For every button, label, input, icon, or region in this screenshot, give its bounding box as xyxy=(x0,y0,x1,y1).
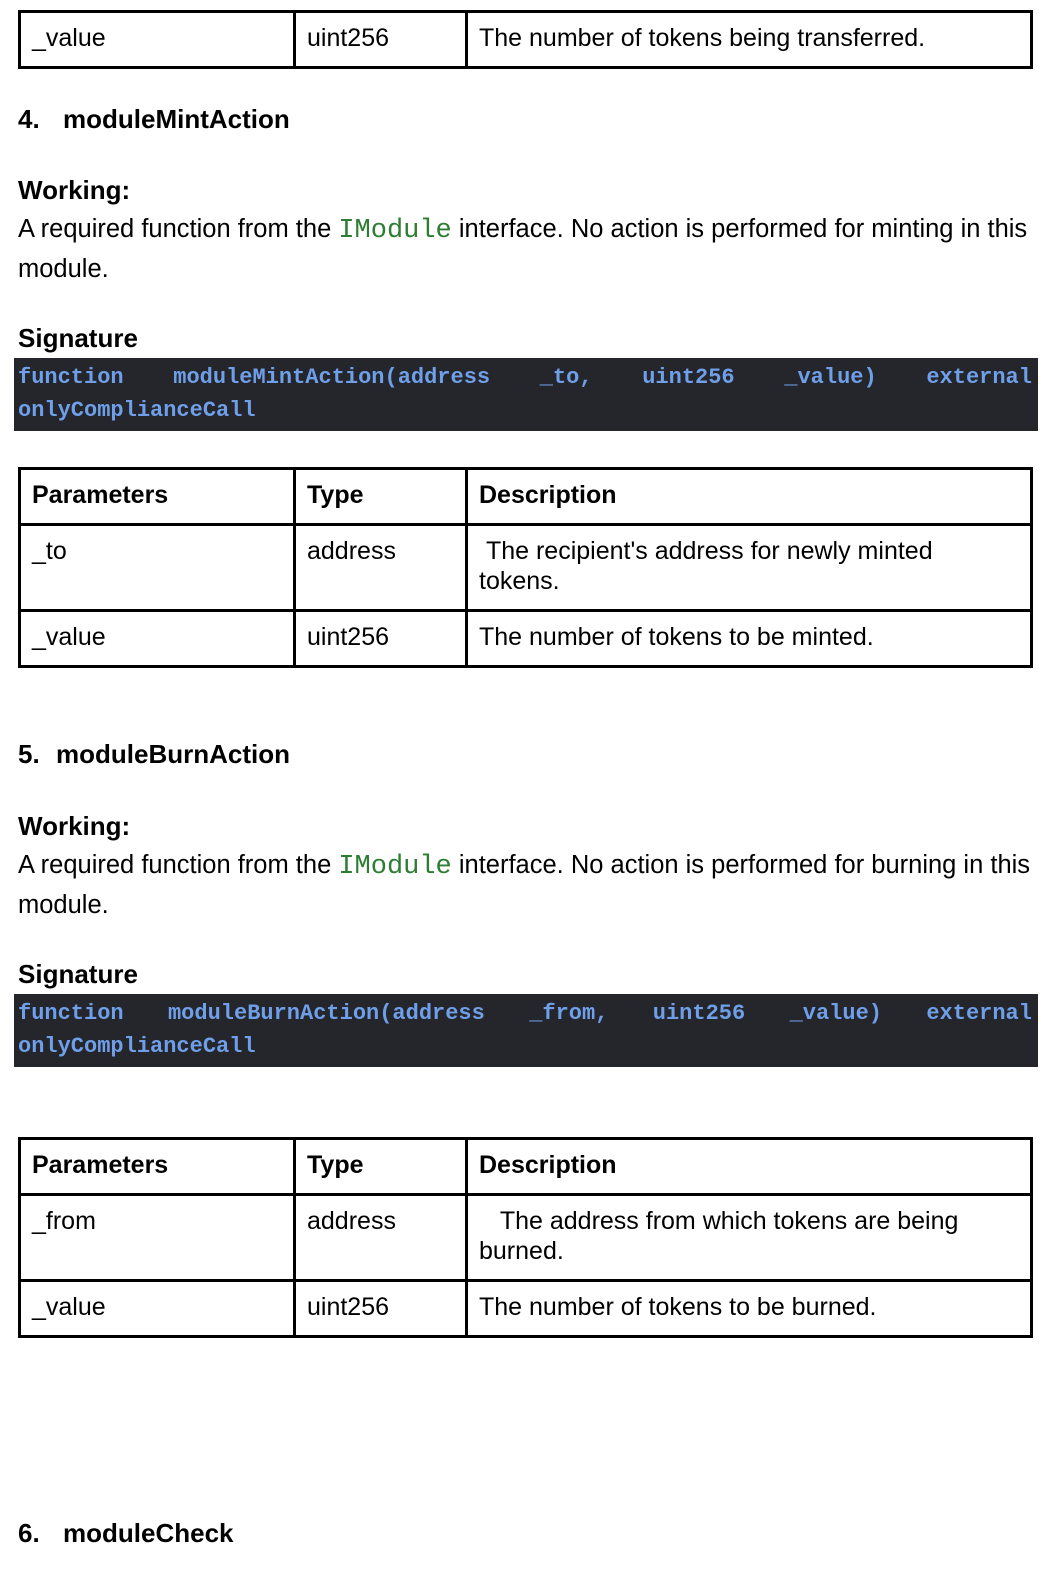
code-block xyxy=(14,358,1038,431)
section-number: 5. xyxy=(18,739,40,769)
code-line: onlyComplianceCall xyxy=(18,1034,256,1059)
inline-code: IModule xyxy=(338,852,452,882)
param-name: _value xyxy=(20,611,295,667)
section-number: 6. xyxy=(18,1518,40,1548)
header-parameters: Parameters xyxy=(20,1139,295,1195)
param-name: _to xyxy=(20,525,295,611)
section-number: 4. xyxy=(18,104,40,134)
table-row xyxy=(20,611,1032,667)
code-line xyxy=(18,996,1032,1030)
code-line xyxy=(18,360,1032,394)
param-description: The number of tokens to be minted. xyxy=(467,611,1032,667)
code-token: external xyxy=(926,1000,1032,1026)
code-token: uint256 xyxy=(652,1000,746,1026)
section-heading-module-burn-action xyxy=(18,739,290,770)
table-row xyxy=(20,12,1032,68)
transfer-params-table-tail xyxy=(18,10,1033,69)
param-description: The address from which tokens are being burned. xyxy=(467,1195,1032,1281)
section-title: moduleMintAction xyxy=(63,104,290,134)
signature-label: Signature xyxy=(18,959,138,989)
param-type: uint256 xyxy=(295,1281,467,1337)
working-description: A required function from the IModule interface. No action is performed for burning in this module. xyxy=(18,851,1031,919)
param-type: uint256 xyxy=(295,611,467,667)
header-description: Description xyxy=(467,1139,1032,1195)
working-description: A required function from the IModule interface. No action is performed for minting in this module. xyxy=(18,215,1028,283)
table-row xyxy=(20,1281,1032,1337)
code-token: _from, xyxy=(529,1000,609,1026)
table-row xyxy=(20,1195,1032,1281)
param-name: _from xyxy=(20,1195,295,1281)
param-description: The number of tokens being transferred. xyxy=(467,12,1032,68)
code-token: function xyxy=(18,1000,124,1026)
param-type: uint256 xyxy=(295,12,467,68)
code-token: moduleMintAction(address xyxy=(173,364,491,390)
param-name: _value xyxy=(20,1281,295,1337)
param-description: The number of tokens to be burned. xyxy=(467,1281,1032,1337)
param-description: The recipient's address for newly minted tokens. xyxy=(467,525,1032,611)
header-parameters: Parameters xyxy=(20,469,295,525)
code-token: _value) xyxy=(784,364,877,390)
param-type: address xyxy=(295,525,467,611)
code-line: onlyComplianceCall xyxy=(18,398,256,423)
burn-params-table xyxy=(18,1137,1033,1338)
code-token: external xyxy=(926,364,1032,390)
section-title: moduleCheck xyxy=(63,1518,234,1548)
code-token: uint256 xyxy=(642,364,735,390)
code-token: function xyxy=(18,364,124,390)
inline-code: IModule xyxy=(338,216,452,246)
code-token: _value) xyxy=(789,1000,882,1026)
working-label: Working: xyxy=(18,811,131,841)
code-block xyxy=(14,994,1038,1067)
signature-label: Signature xyxy=(18,323,138,353)
code-token: moduleBurnAction(address xyxy=(167,1000,485,1026)
table-row xyxy=(20,525,1032,611)
table-header-row xyxy=(20,469,1032,525)
param-type: address xyxy=(295,1195,467,1281)
header-description: Description xyxy=(467,469,1032,525)
section-title: moduleBurnAction xyxy=(56,739,290,769)
param-name: _value xyxy=(20,12,295,68)
section-heading-module-mint-action xyxy=(18,104,290,135)
code-token: _to, xyxy=(539,364,593,390)
header-type: Type xyxy=(295,469,467,525)
section-heading-module-check xyxy=(18,1518,234,1549)
table-header-row xyxy=(20,1139,1032,1195)
working-label: Working: xyxy=(18,175,131,205)
mint-params-table xyxy=(18,467,1033,668)
header-type: Type xyxy=(295,1139,467,1195)
